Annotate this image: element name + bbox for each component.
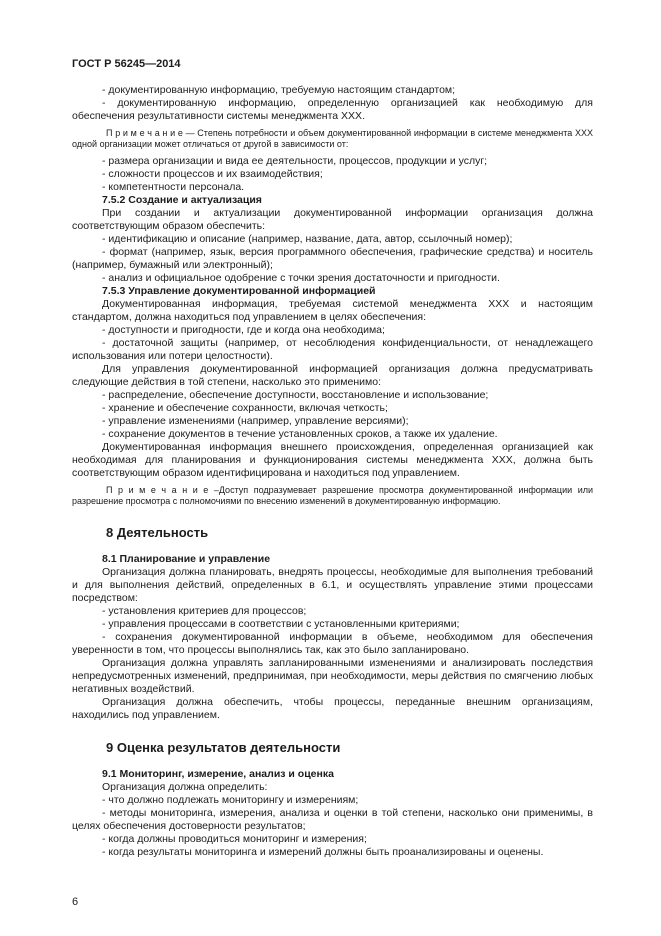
list-item: - установления критериев для процессов;	[102, 605, 307, 617]
note: П р и м е ч а н и е –Доступ подразумевает разрешение просмотра документированной информации или разрешение просмотра с полномочиями по внесению изменений в документированную информацию.	[72, 485, 593, 506]
list-item: - управления процессами в соответствии с установленными критериями;	[102, 618, 460, 630]
section-heading: 9 Оценка результатов деятельности	[106, 740, 341, 755]
paragraph: При создании и актуализации документированной информации организация должна соответствующим образом обеспечить:	[72, 207, 593, 232]
paragraph: Организация должна планировать, внедрять процессы, необходимые для выполнения требований и для выполнения действий, определенных в 6.1, и осуществлять управление этими процессами посредством:	[72, 566, 593, 604]
list-item: - хранение и обеспечение сохранности, включая четкость;	[102, 402, 388, 414]
list-item: - сохранение документов в течение установленных сроков, а также их удаление.	[102, 428, 498, 440]
document-header: ГОСТ Р 56245—2014	[72, 58, 181, 70]
list-item: - когда должны проводиться мониторинг и измерения;	[102, 833, 367, 845]
list-item: - методы мониторинга, измерения, анализа и оценки в той степени, насколько они применимы, в целях обеспечения достоверности результатов;	[72, 807, 593, 832]
paragraph: Организация должна обеспечить, чтобы процессы, переданные внешним организациям, находились под управлением.	[72, 696, 593, 721]
subsection-heading: 9.1 Мониторинг, измерение, анализ и оценка	[102, 768, 334, 780]
list-item: - распределение, обеспечение доступности, восстановление и использование;	[102, 389, 489, 401]
list-item: - сложности процессов и их взаимодействия;	[102, 168, 323, 180]
paragraph: Организация должна управлять запланированными изменениями и анализировать последствия непредусмотренных изменений, предпринимая, при необходимости, меры действия по смягчению любых негативных воздействий.	[72, 657, 593, 695]
note: П р и м е ч а н и е — Степень потребности и объем документированной информации в системе менеджмента XXX одной организации может отличаться от другой в зависимости от:	[72, 128, 593, 149]
list-item: - управление изменениями (например, управление версиями);	[102, 415, 409, 427]
document-body	[72, 84, 593, 859]
list-item: - размера организации и вида ее деятельности, процессов, продукции и услуг;	[102, 155, 488, 167]
list-item: - анализ и официальное одобрение с точки зрения достаточности и пригодности.	[102, 272, 500, 284]
list-item: - формат (например, язык, версия программного обеспечения, графические средства) и носитель (например, бумажный или электронный);	[72, 246, 593, 271]
paragraph: Для управления документированной информацией организация должна предусматривать следующие действия в той степени, насколько это применимо:	[72, 363, 593, 388]
subsection-heading: 7.5.3 Управление документированной информацией	[102, 285, 376, 297]
list-item: - достаточной защиты (например, от несоблюдения конфиденциальности, от ненадлежащего использования или потери целостности).	[72, 337, 593, 362]
subsection-heading: 7.5.2 Создание и актуализация	[102, 194, 262, 206]
subsection-heading: 8.1 Планирование и управление	[102, 553, 271, 565]
list-item: - компетентности персонала.	[102, 181, 245, 193]
page-number: 6	[72, 896, 79, 908]
list-item: - документированную информацию, определенную организацией как необходимую для обеспечения результативности системы менеджмента XXX.	[72, 97, 593, 122]
list-item: - когда результаты мониторинга и измерений должны быть проанализированы и оценены.	[102, 846, 544, 858]
list-item: - сохранения документированной информации в объеме, необходимом для обеспечения уверенности в том, что процессы выполнялись так, как это было запланировано.	[72, 631, 593, 656]
paragraph: Документированная информация внешнего происхождения, определенная организацией как необходимая для планирования и функционирования системы менеджмента XXX, должна быть соответствующим образом идентифицирована и находиться под управлением.	[72, 441, 593, 479]
list-item: - доступности и пригодности, где и когда она необходима;	[102, 324, 385, 336]
list-item: - документированную информацию, требуемую настоящим стандартом;	[102, 84, 456, 96]
paragraph: Документированная информация, требуемая системой менеджмента XXX и настоящим стандартом, должна находиться под управлением в целях обеспечения:	[72, 298, 593, 323]
list-item: - идентификацию и описание (например, название, дата, автор, ссылочный номер);	[102, 233, 513, 245]
section-heading: 8 Деятельность	[106, 525, 209, 540]
paragraph: Организация должна определить:	[102, 781, 268, 793]
list-item: - что должно подлежать мониторингу и измерениям;	[102, 794, 359, 806]
